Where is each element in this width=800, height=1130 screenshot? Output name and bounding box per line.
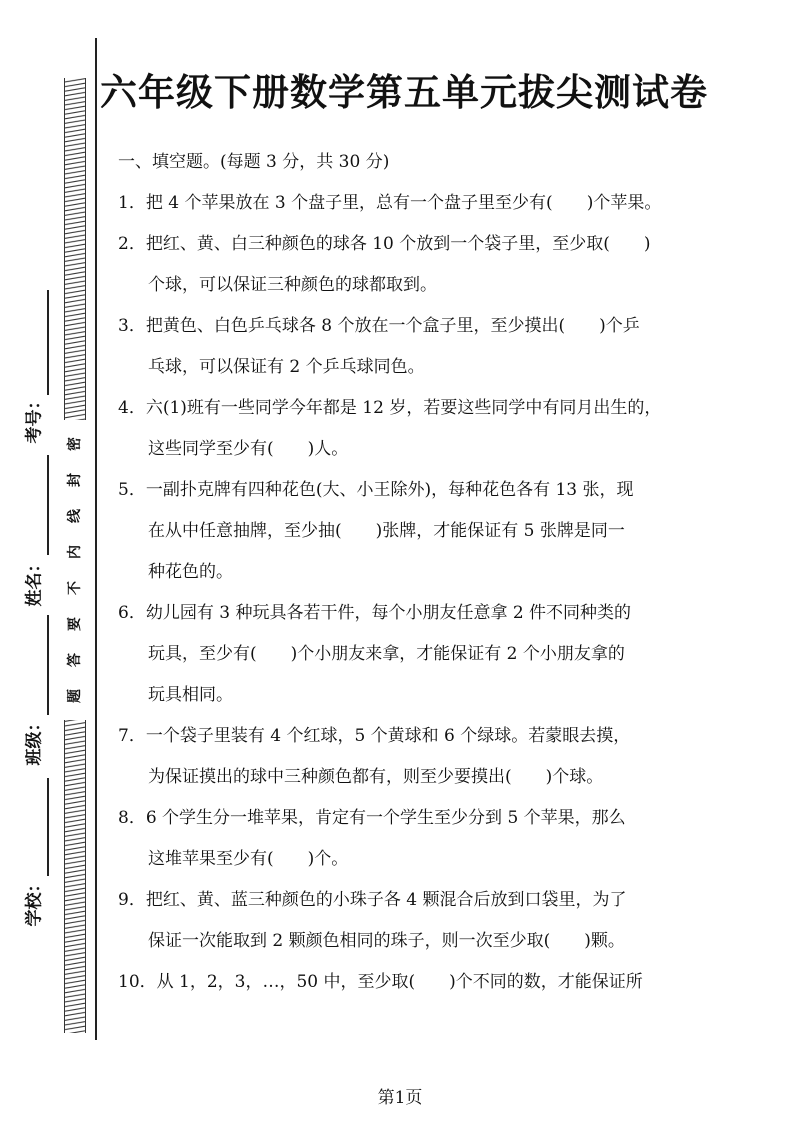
name-label: 姓名： <box>24 555 45 607</box>
question-text-continued: 这些同学至少有( )人。 <box>148 439 349 459</box>
binding-border-line <box>95 38 97 1040</box>
seal-char: 不 <box>67 581 83 595</box>
seal-char: 封 <box>67 473 83 487</box>
question-text: 4．六(1)班有一些同学今年都是 12 岁，若要这些同学中有同月出生的， <box>118 398 662 418</box>
class-line <box>47 615 49 715</box>
question-text: 9．把红、黄、蓝三种颜色的小珠子各 4 颗混合后放到口袋里，为了 <box>118 890 627 910</box>
question-text-continued: 个球，可以保证三种颜色的球都取到。 <box>148 275 437 295</box>
question-section <box>118 142 688 1003</box>
name-field <box>14 555 50 618</box>
question-text-continued: 玩具，至少有( )个小朋友来拿，才能保证有 2 个小朋友拿的 <box>148 644 625 664</box>
school-field <box>14 875 50 938</box>
question-text-continued: 种花色的。 <box>148 562 233 582</box>
question-text: 3．把黄色、白色乒乓球各 8 个放在一个盒子里，至少摸出( )个乒 <box>118 316 640 336</box>
exam-number-field <box>14 392 50 455</box>
question-item <box>118 798 688 880</box>
question-list <box>118 183 688 1003</box>
question-text: 7．一个袋子里装有 4 个红球，5 个黄球和 6 个绿球。若蒙眼去摸， <box>118 726 631 746</box>
question-item <box>118 716 688 798</box>
question-text: 2．把红、黄、白三种颜色的球各 10 个放到一个袋子里，至少取( ) <box>118 234 651 254</box>
page-title: 六年级下册数学第五单元拔尖测试卷 <box>100 71 708 114</box>
question-text-continued: 乓球，可以保证有 2 个乒乓球同色。 <box>148 357 425 377</box>
question-item <box>118 183 688 224</box>
question-text-continued: 保证一次能取到 2 颗颜色相同的珠子，则一次至少取( )颗。 <box>148 931 625 951</box>
question-text-continued: 在从中任意抽牌，至少抽( )张牌，才能保证有 5 张牌是同一 <box>148 521 625 541</box>
section-title: 一、填空题。(每题 3 分，共 30 分) <box>118 152 390 172</box>
question-item <box>118 306 688 388</box>
seal-char: 线 <box>67 509 83 523</box>
seal-line-notice <box>64 420 86 720</box>
seal-char: 内 <box>67 545 83 559</box>
question-text: 1．把 4 个苹果放在 3 个盘子里，总有一个盘子里至少有( )个苹果。 <box>118 193 662 213</box>
seal-char: 要 <box>67 617 83 631</box>
question-text-continued: 这堆苹果至少有( )个。 <box>148 849 349 869</box>
question-text: 8．6 个学生分一堆苹果，肯定有一个学生至少分到 5 个苹果，那么 <box>118 808 626 828</box>
school-label: 学校： <box>24 875 45 927</box>
school-line <box>47 778 49 876</box>
question-item <box>118 962 688 1003</box>
question-item <box>118 880 688 962</box>
question-text: 6．幼儿园有 3 种玩具各若干件，每个小朋友任意拿 2 件不同种类的 <box>118 603 632 623</box>
seal-char: 题 <box>67 689 83 703</box>
question-item <box>118 593 688 716</box>
class-label: 班级： <box>24 714 45 766</box>
question-text: 10．从 1，2，3，…，50 中，至少取( )个不同的数，才能保证所 <box>118 972 643 992</box>
seal-char: 答 <box>67 653 83 667</box>
exam-number-line <box>47 290 49 395</box>
question-text: 5．一副扑克牌有四种花色(大、小王除外)，每种花色各有 13 张，现 <box>118 480 634 500</box>
question-text-continued: 玩具相同。 <box>148 685 233 705</box>
seal-char: 密 <box>67 437 83 451</box>
exam-number-label: 考号： <box>24 392 45 444</box>
question-item <box>118 388 688 470</box>
question-text-continued: 为保证摸出的球中三种颜色都有，则至少要摸出( )个球。 <box>148 767 604 787</box>
binding-margin <box>0 0 100 1130</box>
page-number: 第1页 <box>377 1088 423 1108</box>
class-field <box>14 714 50 777</box>
question-item <box>118 224 688 306</box>
name-line <box>47 455 49 555</box>
question-item <box>118 470 688 593</box>
